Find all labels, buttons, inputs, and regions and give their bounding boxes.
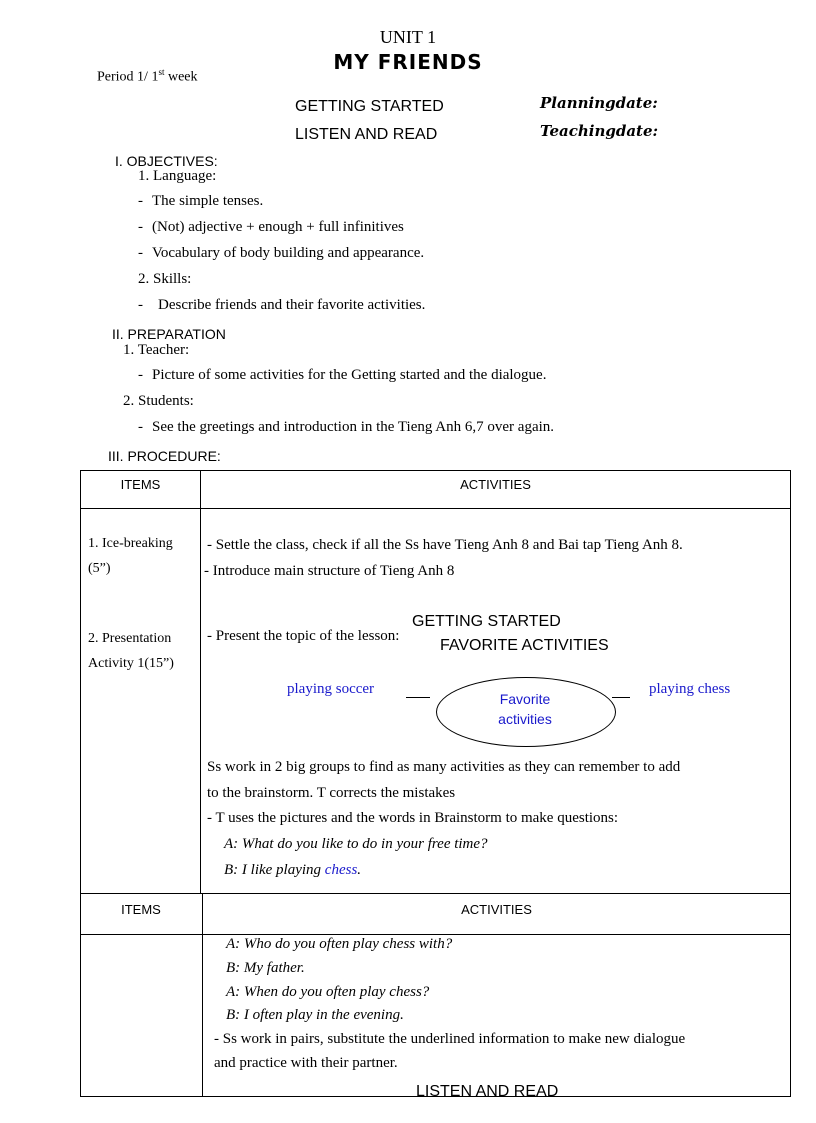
column-header-items: ITEMS: [120, 477, 161, 492]
unit-title: MY FRIENDS: [333, 50, 483, 74]
listen-read-heading: LISTEN AND READ: [416, 1083, 559, 1100]
skills-item: - Describe friends and their favorite activities.: [138, 297, 426, 313]
dialog-line: B: I like playing chess.: [224, 862, 362, 878]
period-label: Period 1/ 1st week: [97, 67, 198, 85]
lesson-title-getting-started: GETTING STARTED: [295, 98, 444, 115]
procedure-heading: III. PROCEDURE:: [108, 448, 221, 464]
brainstorm-center: Favorite: [499, 691, 551, 707]
unit-number: UNIT 1: [379, 27, 437, 47]
language-label: 1. Language:: [138, 168, 217, 184]
icebreak-line: - Settle the class, check if all the Ss have Tieng Anh 8 and Bai tap Tieng Anh 8.: [207, 537, 683, 553]
teaching-date: Teachingdate:: [540, 122, 659, 140]
planning-date: Planningdate:: [540, 94, 658, 112]
language-item: - Vocabulary of body building and appearance.: [138, 245, 425, 261]
language-item: - (Not) adjective + enough + full infinitives: [138, 219, 404, 235]
section-title-getting-started: GETTING STARTED: [412, 613, 561, 630]
icebreak-line: - Introduce main structure of Tieng Anh 8: [204, 563, 455, 579]
objectives-heading: I. OBJECTIVES:: [115, 153, 218, 169]
column-header-activities: ACTIVITIES: [461, 902, 532, 917]
dialog-line: A: Who do you often play chess with?: [226, 936, 453, 952]
column-header-items: ITEMS: [121, 902, 161, 917]
brainstorm-right: playing chess: [649, 681, 731, 697]
dialog-line: A: What do you like to do in your free time?: [224, 836, 488, 852]
teacher-label: 1. Teacher:: [123, 342, 190, 358]
teacher-item: - Picture of some activities for the Getting started and the dialogue.: [138, 367, 547, 383]
groupwork-line: Ss work in 2 big groups to find as many activities as they can remember to add: [207, 759, 681, 775]
dialog-line: B: I often play in the evening.: [226, 1007, 404, 1023]
brainstorm-left: playing soccer: [287, 681, 375, 697]
uses-pictures: - T uses the pictures and the words in Brainstorm to make questions:: [207, 810, 619, 826]
dialog-line: B: My father.: [226, 960, 305, 976]
skills-label: 2. Skills:: [138, 271, 192, 287]
icebreak-duration: (5”): [88, 561, 111, 576]
students-label: 2. Students:: [123, 393, 194, 409]
presentation-duration: Activity 1(15”): [88, 656, 174, 671]
dialog-line: A: When do you often play chess?: [226, 984, 430, 1000]
language-item: - The simple tenses.: [138, 193, 264, 209]
brainstorm-center: activities: [498, 711, 552, 727]
section-title-favorite: FAVORITE ACTIVITIES: [440, 637, 609, 654]
column-header-activities: ACTIVITIES: [460, 477, 531, 492]
lesson-title-listen-read: LISTEN AND READ: [295, 126, 438, 143]
connector-line: [612, 697, 630, 698]
preparation-heading: II. PREPARATION: [112, 326, 226, 342]
icebreak-label: 1. Ice-breaking: [88, 536, 173, 551]
pairs-line: and practice with their partner.: [214, 1055, 398, 1071]
pairs-line: - Ss work in pairs, substitute the underlined information to make new dialogue: [214, 1031, 686, 1047]
presentation-label: 2. Presentation: [88, 631, 172, 646]
groupwork-line: to the brainstorm. T corrects the mistakes: [207, 785, 456, 801]
present-topic: - Present the topic of the lesson:: [207, 628, 400, 644]
students-item: - See the greetings and introduction in the Tieng Anh 6,7 over again.: [138, 419, 555, 435]
connector-line: [406, 697, 430, 698]
